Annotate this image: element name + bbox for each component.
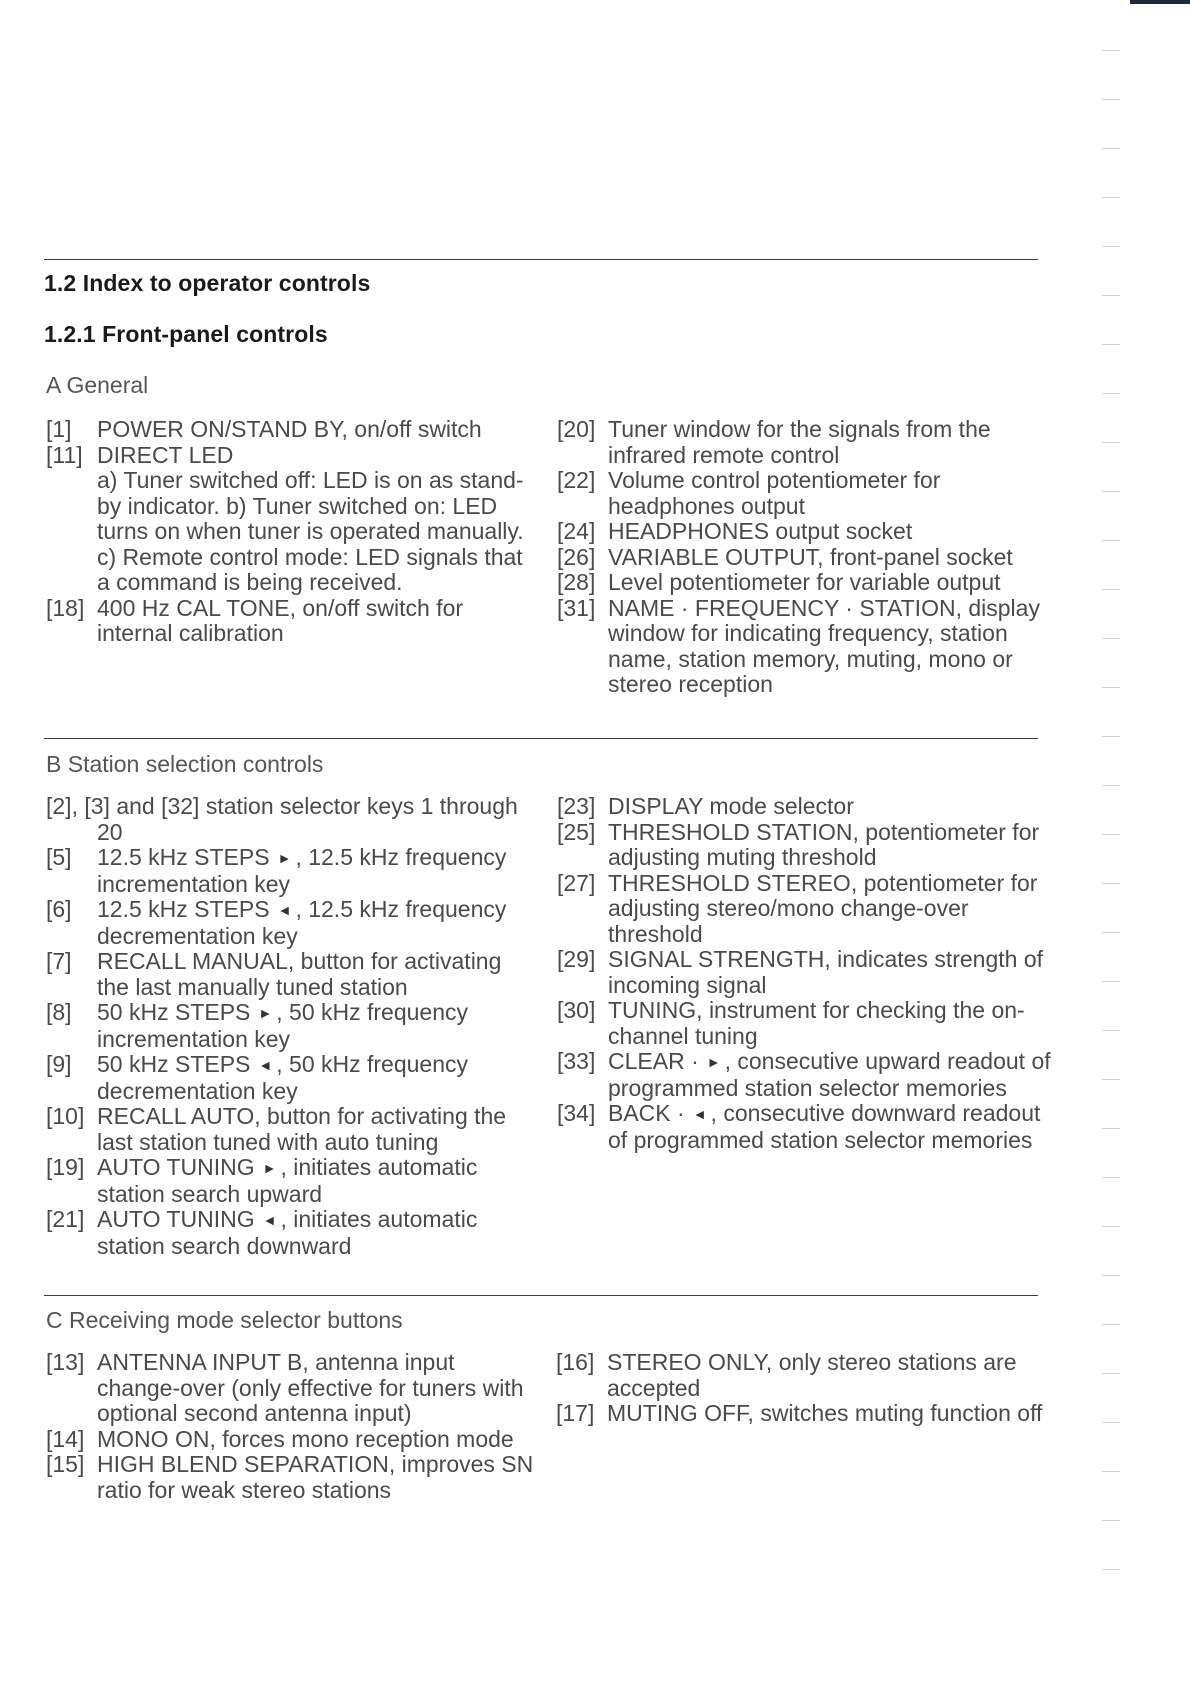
list-item: [2], [3] and [32] station selector keys 1 through 20	[46, 793, 518, 845]
list-item: [20] Tuner window for the signals from the infrared remote control	[557, 416, 991, 468]
section-b-right-column	[557, 794, 1052, 1153]
list-item: [26] VARIABLE OUTPUT, front-panel socket	[557, 543, 1013, 570]
arrow-right-icon: ►	[706, 1054, 721, 1070]
section-title-station-selection: B Station selection controls	[46, 751, 324, 777]
list-item: [11] DIRECT LED	[46, 441, 234, 468]
list-item: [17] MUTING OFF, switches muting function off	[556, 1400, 1043, 1426]
list-item: [5] 12.5 kHz STEPS ► , 12.5 kHz frequency incrementation key	[46, 844, 507, 897]
section-title-general: A General	[46, 372, 149, 398]
arrow-left-icon: ◄	[692, 1106, 707, 1122]
list-item: [24] HEADPHONES output socket	[557, 518, 913, 544]
section-b-left-column	[46, 794, 536, 1259]
list-item: [6] 12.5 kHz STEPS ◄ , 12.5 kHz frequency decrementation key	[46, 896, 507, 949]
arrow-right-icon: ►	[258, 1005, 273, 1021]
list-item: a) Tuner switched off: LED is on as stand-by indicator. b) Tuner switched on: LED turns on when tuner is operated manually. c) Remote control mode: LED signals that a command is being received.	[97, 467, 524, 595]
list-item: [28] Level potentiometer for variable output	[557, 569, 1001, 595]
list-item: [10] RECALL AUTO, button for activating the last station tuned with auto tuning	[46, 1103, 507, 1155]
arrow-left-icon: ◄	[262, 1212, 277, 1228]
arrow-left-icon: ◄	[258, 1057, 273, 1073]
page-subtitle: 1.2.1 Front-panel controls	[44, 321, 328, 347]
arrow-right-icon: ►	[262, 1160, 277, 1176]
section-c-left-column	[46, 1350, 536, 1503]
list-item: [22] Volume control potentiometer for headphones output	[557, 467, 941, 519]
list-item: [27] THRESHOLD STEREO, potentiometer for adjusting stereo/mono change-over threshold	[557, 869, 1038, 947]
list-item: [14] MONO ON, forces mono reception mode	[46, 1425, 514, 1452]
section-c-right-column	[556, 1350, 1051, 1427]
list-item: [25] THRESHOLD STATION, potentiometer for adjusting muting threshold	[557, 818, 1040, 870]
list-item: [21] AUTO TUNING ◄ , initiates automatic station search downward	[46, 1206, 478, 1259]
section-a-right-column	[557, 417, 1052, 698]
list-item: [1] POWER ON/STAND BY, on/off switch	[46, 416, 482, 442]
list-item: [8] 50 kHz STEPS ► , 50 kHz frequency incrementation key	[46, 999, 469, 1052]
list-item: [13] ANTENNA INPUT B, antenna input change-over (only effective for tuners with optional second antenna input)	[46, 1349, 524, 1426]
list-item: [19] AUTO TUNING ► , initiates automatic station search upward	[46, 1154, 478, 1207]
section-divider	[44, 259, 1038, 260]
list-item: [29] SIGNAL STRENGTH, indicates strength of incoming signal	[557, 946, 1044, 998]
list-item: [18] 400 Hz CAL TONE, on/off switch for internal calibration	[46, 594, 464, 646]
page-title: 1.2 Index to operator controls	[44, 270, 371, 296]
list-item: [34] BACK · ◄ , consecutive downward readout of programmed station selector memories	[557, 1100, 1041, 1153]
corner-mark	[1130, 0, 1190, 4]
section-divider	[44, 738, 1038, 739]
list-item: [7] RECALL MANUAL, button for activating the last manually tuned station	[46, 948, 502, 1000]
list-item: [23] DISPLAY mode selector	[557, 793, 854, 819]
arrow-left-icon: ◄	[277, 902, 292, 918]
list-item: [33] CLEAR · ► , consecutive upward readout of programmed station selector memories	[557, 1048, 1051, 1101]
list-item: [31] NAME · FREQUENCY · STATION, display window for indicating frequency, station name, station memory, muting, mono or stereo reception	[557, 594, 1040, 697]
margin-ruler	[1102, 50, 1122, 1618]
section-divider	[44, 1295, 1038, 1296]
section-title-receiving-mode: C Receiving mode selector buttons	[46, 1307, 403, 1333]
list-item: [16] STEREO ONLY, only stereo stations are accepted	[556, 1349, 1017, 1401]
list-item: [30] TUNING, instrument for checking the on-channel tuning	[557, 997, 1025, 1049]
arrow-right-icon: ►	[277, 850, 292, 866]
section-a-left-column	[46, 417, 536, 647]
list-item: [15] HIGH BLEND SEPARATION, improves SN ratio for weak stereo stations	[46, 1451, 534, 1503]
list-item: [9] 50 kHz STEPS ◄ , 50 kHz frequency decrementation key	[46, 1051, 469, 1104]
